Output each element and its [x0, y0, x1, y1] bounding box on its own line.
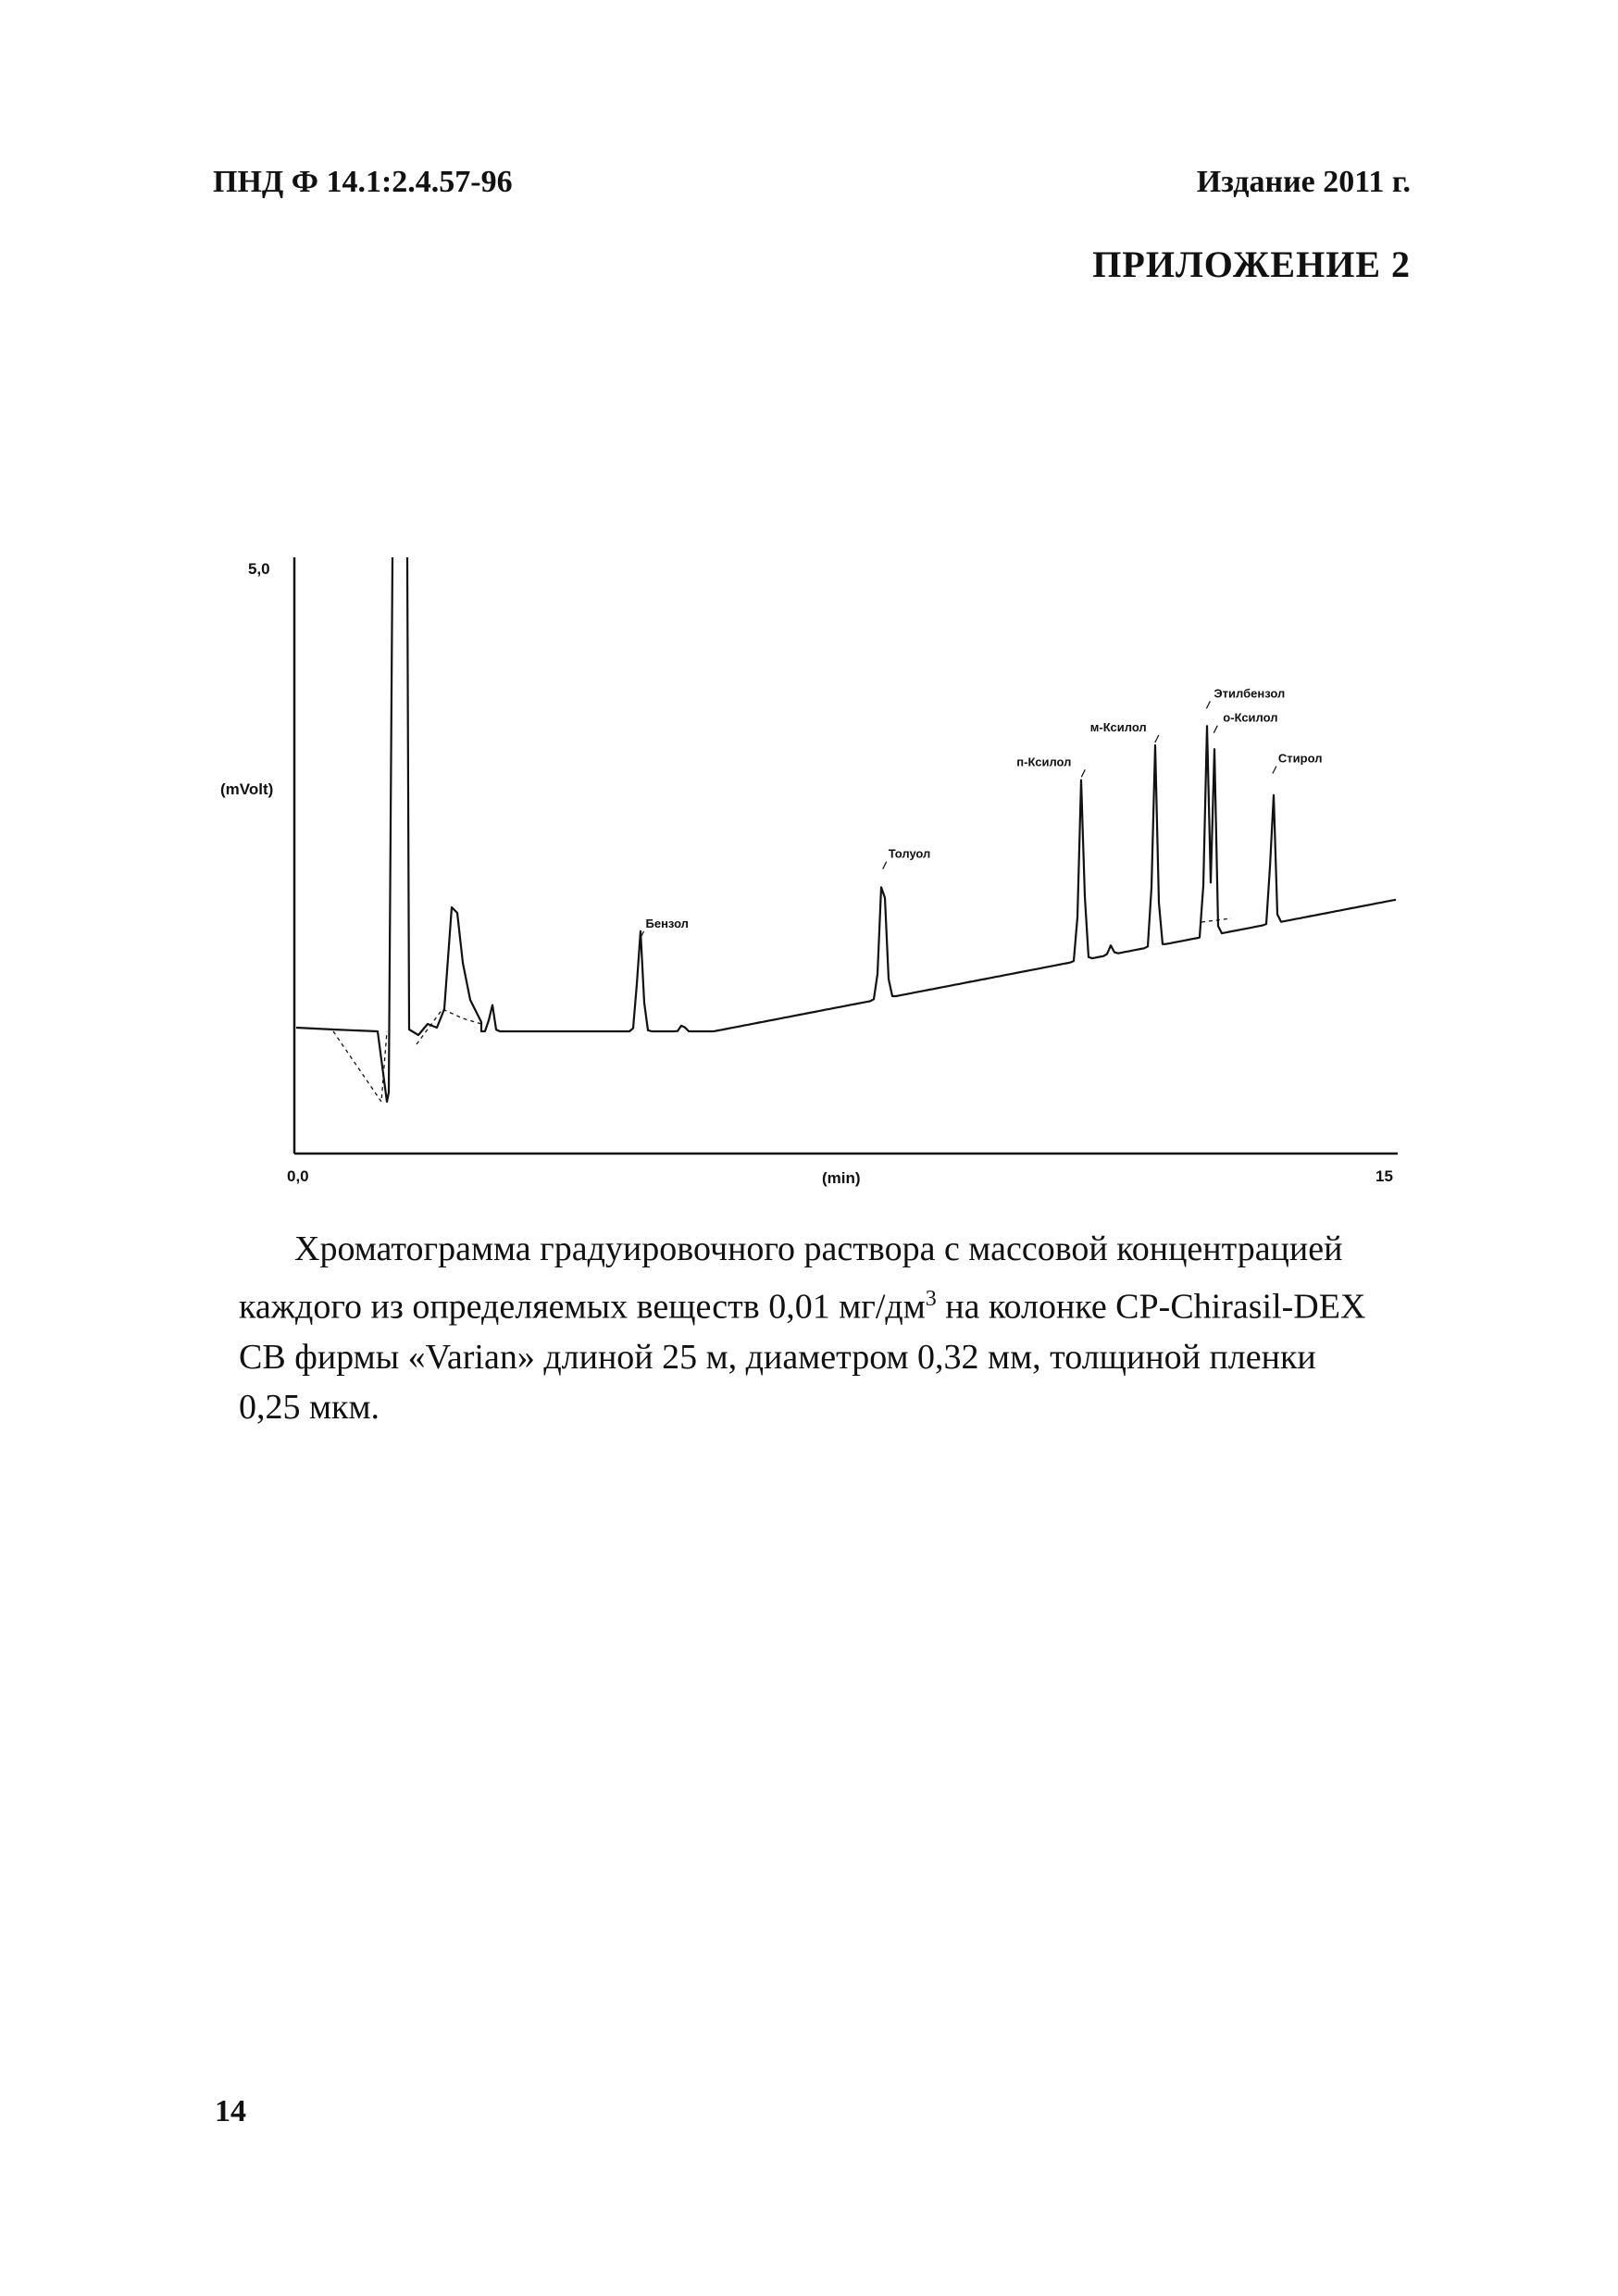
- peak-label-6: Стирол: [1277, 751, 1323, 766]
- peak-leader-2: [1081, 769, 1085, 777]
- peak-label-3: м-Ксилол: [1089, 720, 1147, 734]
- baseline-xylenes: [1201, 918, 1231, 922]
- peak-label-5: о-Ксилол: [1223, 710, 1278, 725]
- caption-line-4: 0,25 мкм.: [239, 1387, 380, 1427]
- peak-label-2: п-Ксилол: [1016, 755, 1072, 769]
- caption-line-2-b: на колонке CP-Chirasil-DEX: [936, 1287, 1366, 1327]
- peak-leader-1: [883, 862, 887, 869]
- x-tick-max: 15: [1375, 1167, 1393, 1185]
- caption-line-2: [239, 1274, 1413, 1332]
- y-axis-label: (mVolt): [220, 780, 274, 798]
- y-tick-max: 5,0: [248, 560, 270, 578]
- figure-caption: [239, 1224, 1413, 1432]
- integration-baselines: [333, 918, 1231, 1102]
- peak-label-0: Бензол: [645, 917, 689, 930]
- caption-line-2-a: каждого из определяемых веществ 0,01 мг/дм: [239, 1287, 926, 1327]
- peak-leader-4: [1206, 701, 1210, 708]
- peak-leader-3: [1155, 735, 1159, 742]
- document-code: ПНД Ф 14.1:2.4.57-96: [213, 165, 513, 199]
- peak-leader-6: [1273, 767, 1276, 774]
- x-tick-min: 0,0: [287, 1167, 309, 1185]
- caption-line-3: CB фирмы «Varian» длиной 25 м, диаметром 0,32 мм, толщиной пленки: [239, 1337, 1316, 1377]
- edition-label: Издание 2011 г.: [1196, 165, 1411, 199]
- chromatogram-trace: [296, 557, 1396, 1102]
- caption-superscript: 3: [925, 1287, 937, 1311]
- caption-line-1: Хроматограмма градуировочного раствора с массовой концентрацией: [294, 1229, 1343, 1268]
- peak-label-1: Толуол: [888, 846, 931, 861]
- x-axis-label: (min): [822, 1169, 861, 1187]
- page-number: 14: [215, 2094, 246, 2128]
- peak-labels: [641, 686, 1323, 939]
- appendix-title: ПРИЛОЖЕНИЕ 2: [1092, 243, 1411, 285]
- peak-leader-5: [1214, 726, 1217, 733]
- peak-label-4: Этилбензол: [1214, 686, 1286, 701]
